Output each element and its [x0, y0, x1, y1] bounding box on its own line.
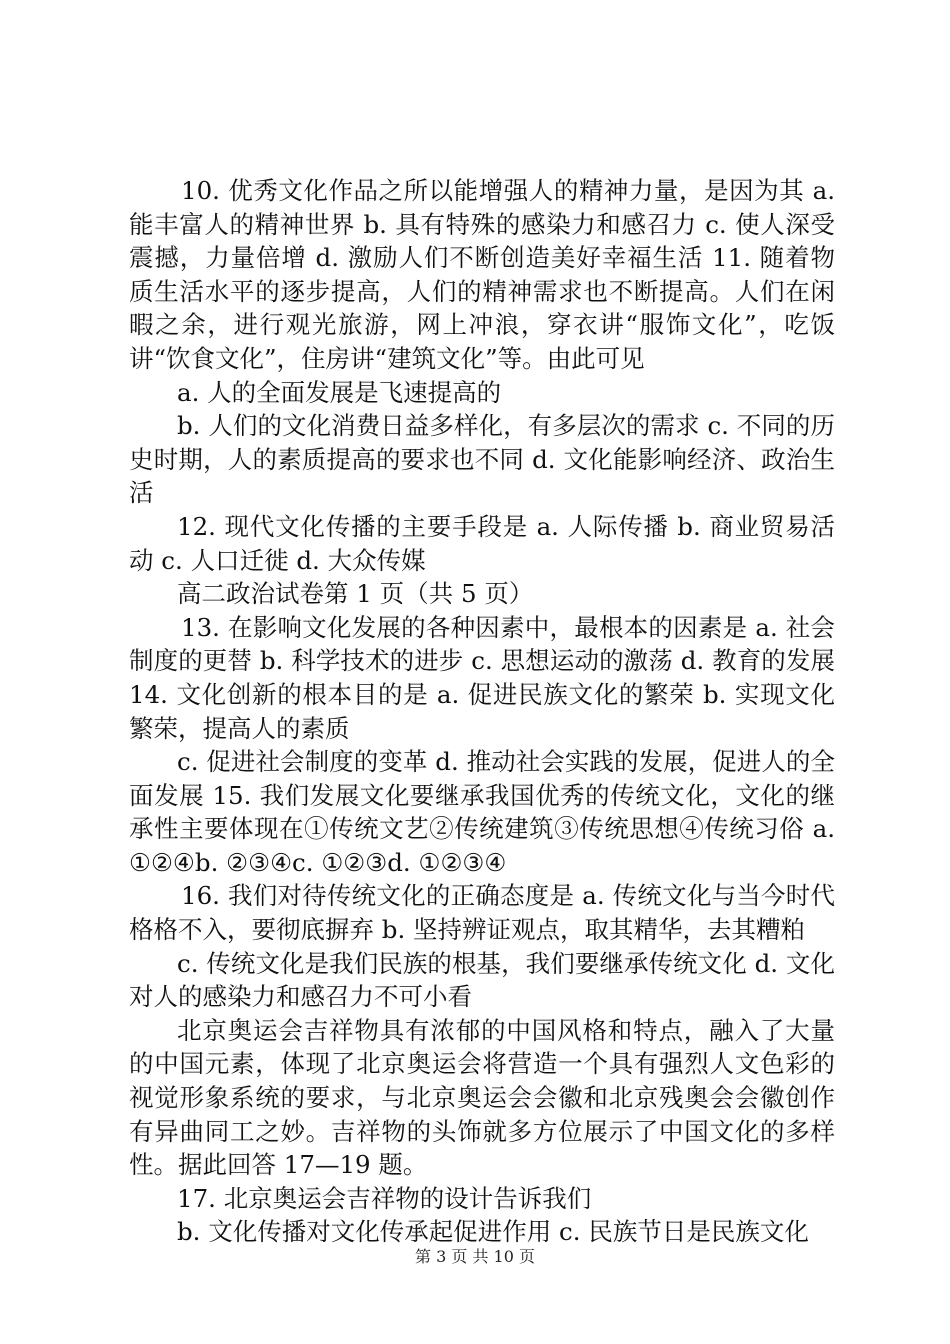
- question-14-15: c. 促进社会制度的变革 d. 推动社会实践的发展，促进人的全面发展 15. 我们发展文化要继承我国优秀的传统文化，文化的继承性主要体现在①传统文艺②传统建筑③传统思想④传统习俗 a. ①②④b. ②③④c. ①②③d. ①②③④: [129, 747, 835, 877]
- options-b-d: b. 人们的文化消费日益多样化，有多层次的需求 c. 不同的历史时期，人的素质提高的要求也不同 d. 文化能影响经济、政治生活: [129, 411, 835, 508]
- option-a-line: a. 人的全面发展是飞速提高的: [177, 377, 502, 407]
- question-13-14: 13. 在影响文化发展的各种因素中，最根本的因素是 a. 社会制度的更替 b. 科学技术的进步 c. 思想运动的激荡 d. 教育的发展 14. 文化创新的根本目的是 a. 促进民族文化的繁荣 b. 实现文化繁荣，提高人的素质: [129, 612, 835, 743]
- question-17-options: b. 文化传播对文化传承起促进作用 c. 民族节日是民族文化: [177, 1217, 809, 1247]
- page-footer: 第 3 页 共 10 页: [415, 1247, 535, 1266]
- question-17: 17. 北京奥运会吉祥物的设计告诉我们: [177, 1183, 592, 1213]
- material-passage: 北京奥运会吉祥物具有浓郁的中国风格和特点，融入了大量的中国元素，体现了北京奥运会将营造一个具有强烈人文色彩的视觉形象系统的要求，与北京奥运会会徽和北京残奥会会徽创作有异曲同工之妙。吉祥物的头饰就多方位展示了中国文化的多样性。据此回答 17—19 题。: [129, 1015, 835, 1180]
- page-marker: 高二政治试卷第 1 页（共 5 页）: [177, 579, 534, 609]
- question-16-options: c. 传统文化是我们民族的根基，我们要继承传统文化 d. 文化对人的感染力和感召力不可小看: [129, 948, 835, 1012]
- question-16: 16. 我们对待传统文化的正确态度是 a. 传统文化与当今时代格格不入，要彻底摒弃 b. 坚持辨证观点，取其精华，去其糟粕: [129, 881, 835, 945]
- document-body: [129, 174, 835, 1249]
- question-10-11: 10. 优秀文化作品之所以能增强人的精神力量，是因为其 a. 能丰富人的精神世界 b. 具有特殊的感染力和感召力 c. 使人深受震撼，力量倍增 d. 激励人们不断创造美好幸福生活 11. 随着物质生活水平的逐步提高，人们的精神需求也不断提高。人们在闲暇之余，进行观光旅游，网上冲浪，穿衣讲“服饰文化”，吃饭讲“饮食文化”，住房讲“建筑文化”等。由此可见: [129, 176, 835, 373]
- question-12: 12. 现代文化传播的主要手段是 a. 人际传播 b. 商业贸易活动 c. 人口迁徙 d. 大众传媒: [129, 511, 835, 575]
